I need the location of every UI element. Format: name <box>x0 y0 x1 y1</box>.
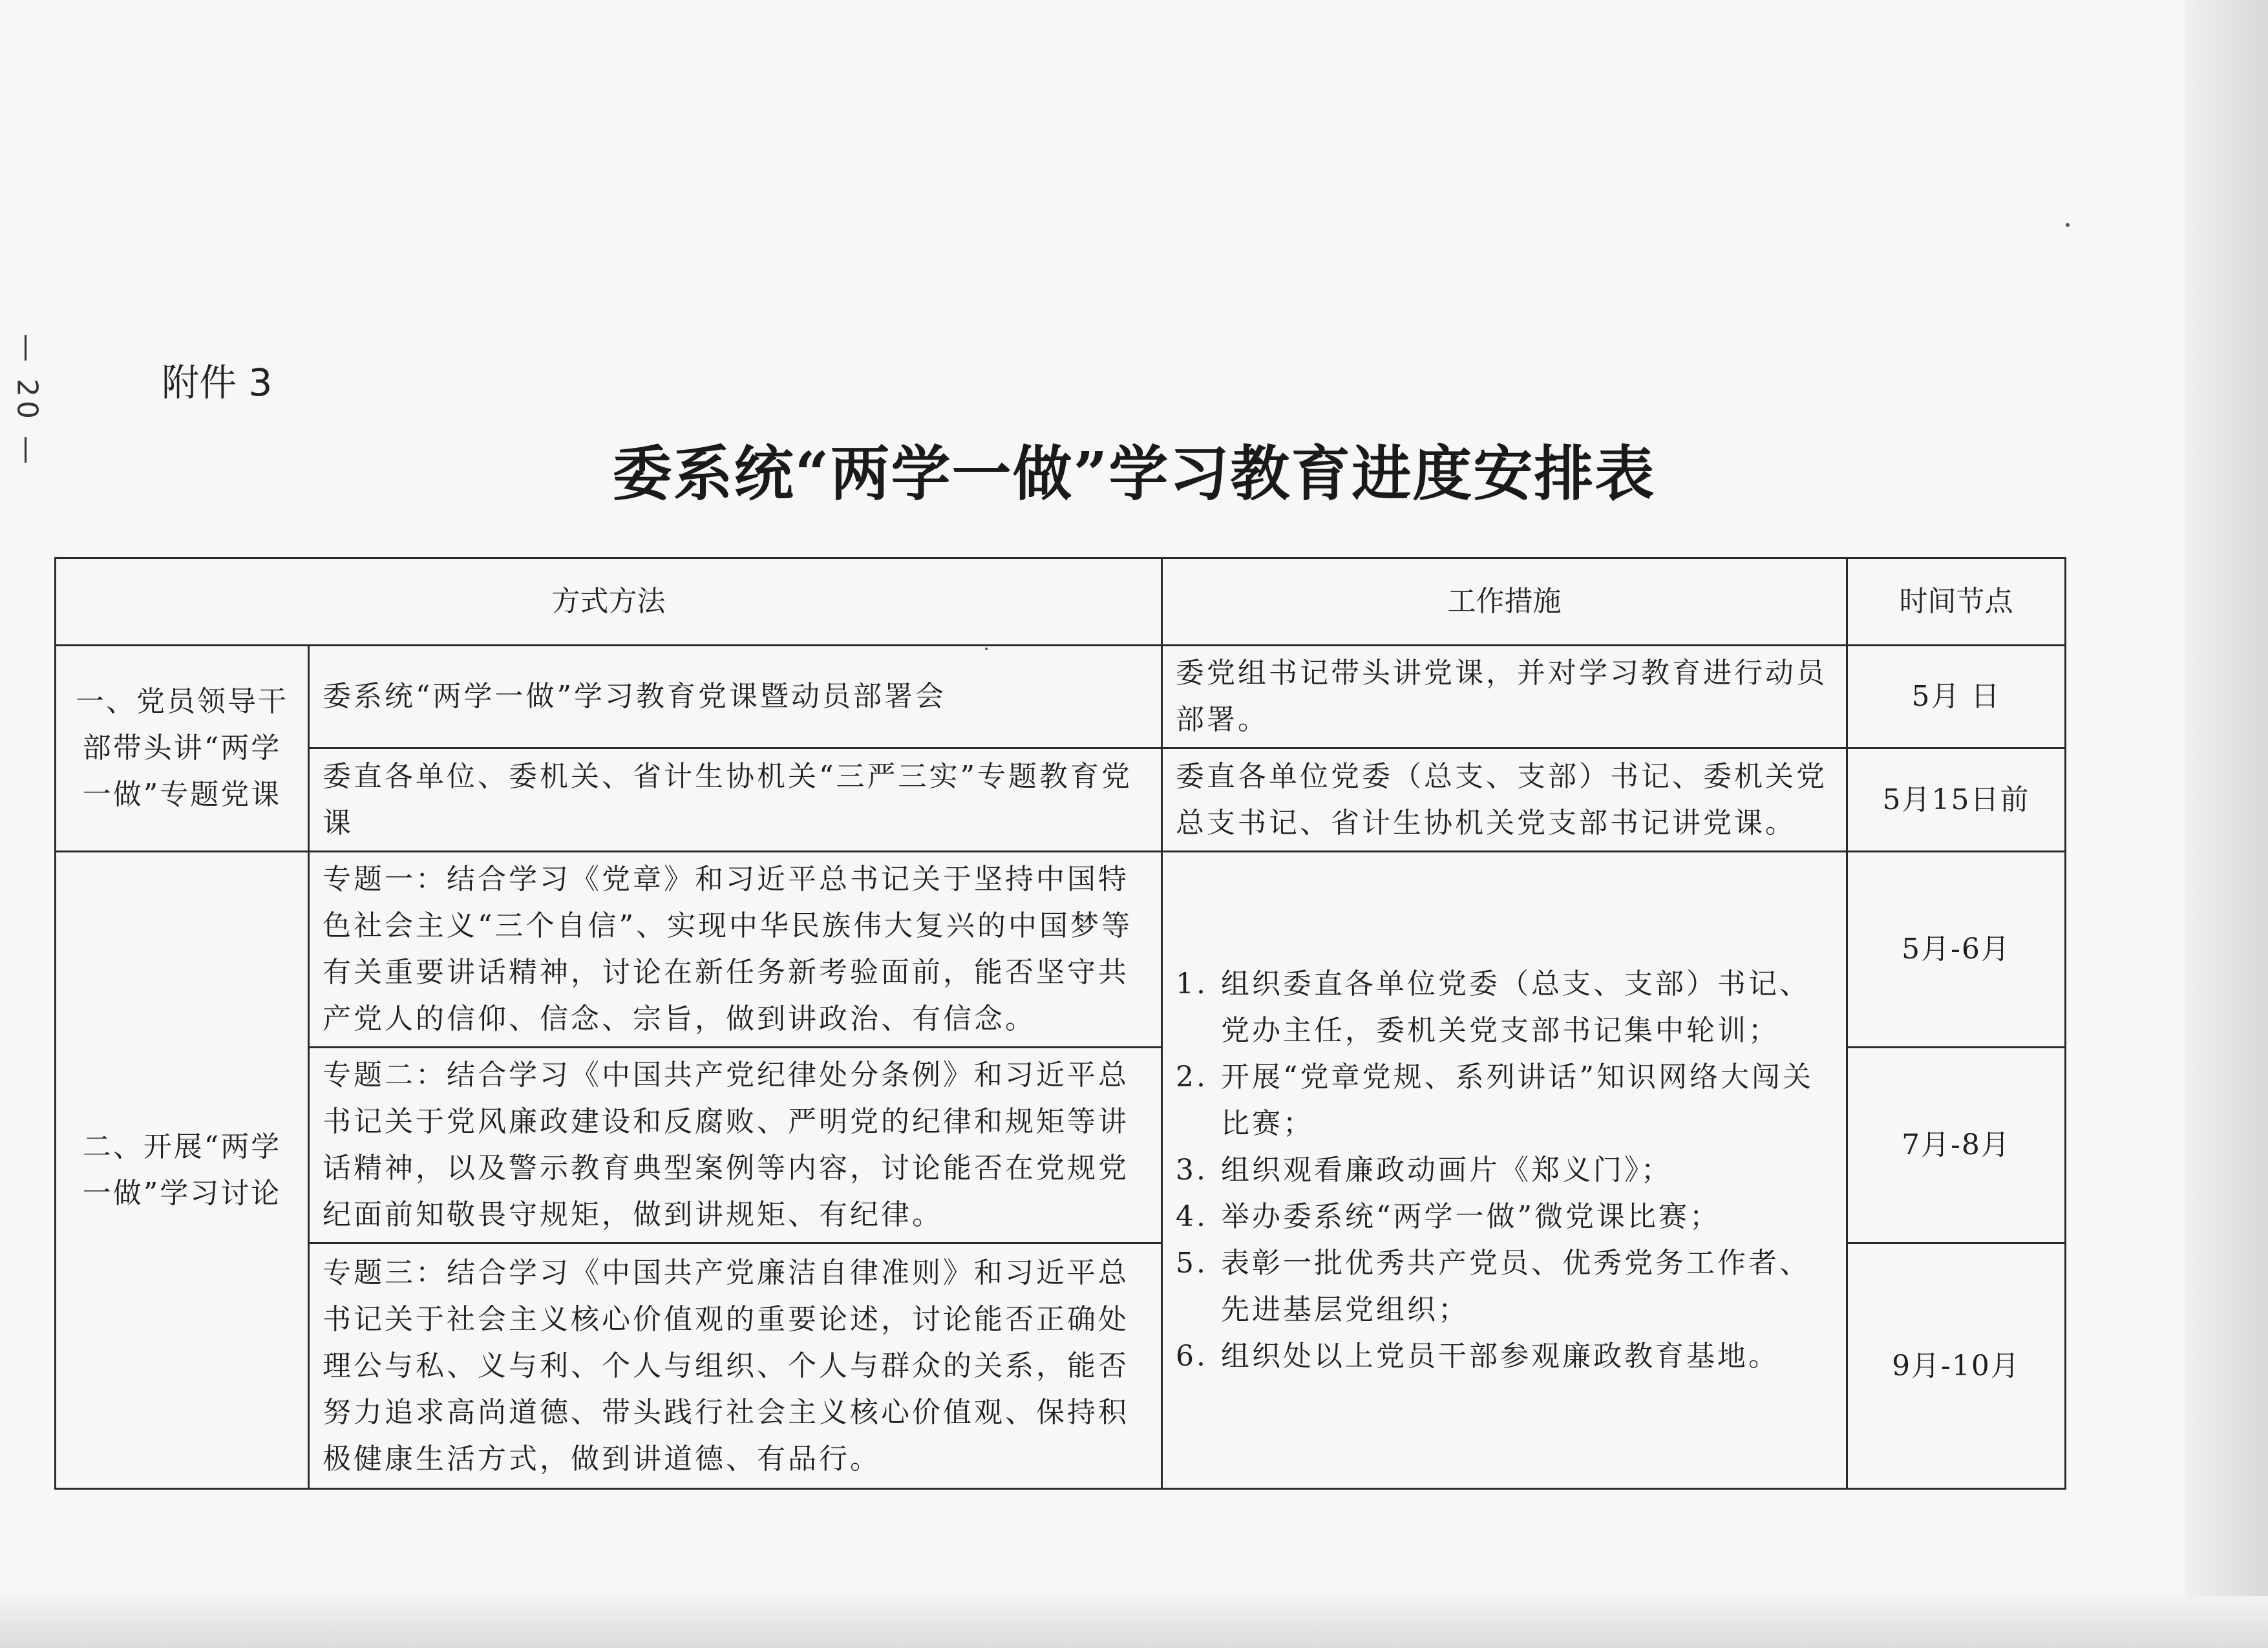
scan-speck <box>985 648 988 650</box>
attachment-label: 附件 3 <box>162 361 273 405</box>
section1-time-2: 5月15日前 <box>1847 748 2066 852</box>
section2-time-3: 9月-10月 <box>1847 1243 2066 1489</box>
list-item <box>1176 1054 1833 1147</box>
list-item-number: 5. <box>1176 1246 1208 1280</box>
table-row <box>56 646 2066 748</box>
list-item-text: 组织委直各单位党委（总支、支部）书记、党办主任，委机关党支部书记集中轮训； <box>1221 967 1810 1047</box>
list-item-text: 组织观看廉政动画片《郑义门》； <box>1221 1153 1672 1187</box>
section2-measures <box>1162 852 1847 1489</box>
list-item-number: 4. <box>1176 1199 1208 1233</box>
list-item <box>1176 1333 1833 1380</box>
header-methods: 方式方法 <box>56 558 1162 646</box>
list-item <box>1176 1147 1833 1194</box>
list-item <box>1176 1240 1833 1333</box>
list-item-number: 6. <box>1176 1339 1208 1373</box>
page-number: — 20 — <box>10 333 44 468</box>
list-item-text: 组织处以上党员干部参观廉政教育基地。 <box>1221 1339 1779 1373</box>
list-item-text: 表彰一批优秀共产党员、优秀党务工作者、先进基层党组织； <box>1221 1246 1810 1326</box>
section1-method-1: 委系统“两学一做”学习教育党课暨动员部署会 <box>309 646 1162 748</box>
section1-method-2: 委直各单位、委机关、省计生协机关“三严三实”专题教育党课 <box>309 748 1162 852</box>
section2-time-2: 7月-8月 <box>1847 1048 2066 1243</box>
document-title: 委系统“两学一做”学习教育进度安排表 <box>612 439 1656 509</box>
list-item-text: 开展“党章党规、系列讲话”知识网络大闯关比赛； <box>1221 1060 1814 1140</box>
section2-topic-1: 专题一：结合学习《党章》和习近平总书记关于坚持中国特色社会主义“三个自信”、实现中华民族伟大复兴的中国梦等有关重要讲话精神，讨论在新任务新考验面前，能否坚守共产党人的信仰、信念、宗旨，做到讲政治、有信念。 <box>309 852 1162 1048</box>
schedule-table <box>54 557 2066 1490</box>
section1-category: 一、党员领导干部带头讲“两学一做”专题党课 <box>56 646 309 852</box>
page-edge-shadow <box>2185 0 2268 1648</box>
header-timeline: 时间节点 <box>1847 558 2066 646</box>
list-item-number: 1. <box>1176 967 1208 1000</box>
list-item-number: 2. <box>1176 1060 1208 1093</box>
section2-time-1: 5月-6月 <box>1847 852 2066 1048</box>
table-row <box>56 748 2066 852</box>
section2-topic-3: 专题三：结合学习《中国共产党廉洁自律准则》和习近平总书记关于社会主义核心价值观的重要论述，讨论能否正确处理公与私、义与利、个人与组织、个人与群众的关系，能否努力追求高尚道德、带头践行社会主义核心价值观、保持积极健康生活方式，做到讲道德、有品行。 <box>309 1243 1162 1489</box>
section2-category: 二、开展“两学一做”学习讨论 <box>56 852 309 1489</box>
section1-measure-1: 委党组书记带头讲党课，并对学习教育进行动员部署。 <box>1162 646 1847 748</box>
list-item <box>1176 961 1833 1054</box>
measures-list <box>1176 961 1833 1380</box>
header-measures: 工作措施 <box>1162 558 1847 646</box>
list-item-text: 举办委系统“两学一做”微党课比赛； <box>1221 1199 1721 1233</box>
list-item <box>1176 1194 1833 1240</box>
table-row <box>56 852 2066 1048</box>
section2-topic-2: 专题二：结合学习《中国共产党纪律处分条例》和习近平总书记关于党风廉政建设和反腐败、严明党的纪律和规矩等讲话精神，以及警示教育典型案例等内容，讨论能否在党规党纪面前知敬畏守规矩，做到讲规矩、有纪律。 <box>309 1048 1162 1243</box>
scan-speck <box>2066 223 2070 227</box>
section1-measure-2: 委直各单位党委（总支、支部）书记、委机关党总支书记、省计生协机关党支部书记讲党课。 <box>1162 748 1847 852</box>
list-item-number: 3. <box>1176 1153 1208 1187</box>
page-bottom-shadow <box>0 1596 2268 1648</box>
table-header-row <box>56 558 2066 646</box>
section1-time-1: 5月 日 <box>1847 646 2066 748</box>
